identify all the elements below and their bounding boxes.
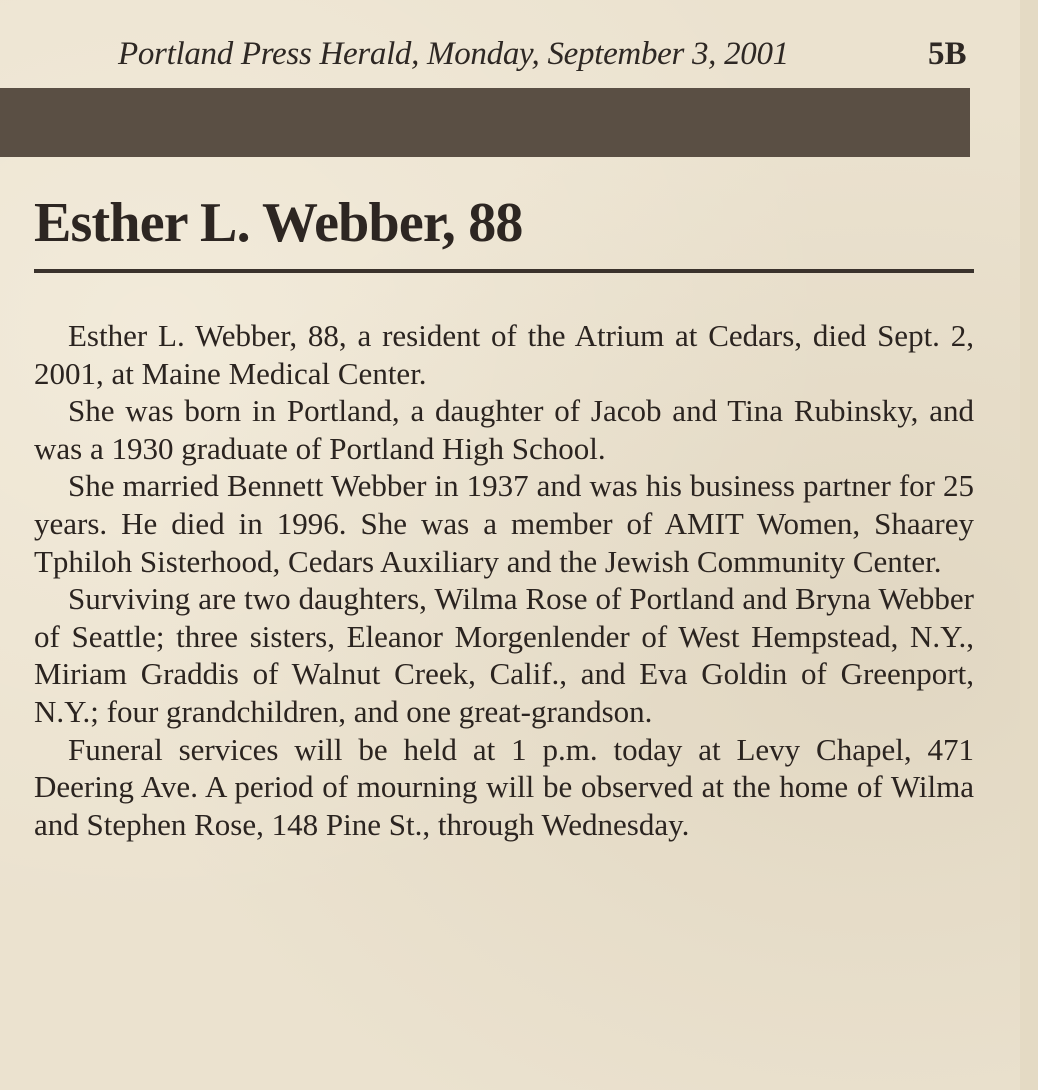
paragraph-death-notice: Esther L. Webber, 88, a resident of the Atrium at Cedars, died Sept. 2, 2001, at Maine Medical Center.	[34, 318, 974, 391]
obituary-headline: Esther L. Webber, 88	[34, 192, 523, 254]
headline-rule	[34, 269, 974, 273]
header-band	[0, 88, 970, 157]
paragraph-birth: She was born in Portland, a daughter of Jacob and Tina Rubinsky, and was a 1930 graduate of Portland High School.	[34, 393, 974, 466]
paragraph-services: Funeral services will be held at 1 p.m. today at Levy Chapel, 471 Deering Ave. A period of mourning will be observed at the home of Wilma and Stephen Rose, 148 Pine St., through Wednesday.	[34, 731, 974, 842]
paragraph-survivors: Surviving are two daughters, Wilma Rose of Portland and Bryna Webber of Seattle; three sisters, Eleanor Morgenlender of West Hempstead, N.Y., Miriam Graddis of Walnut Creek, Calif., and Eva Goldin of Greenport, N.Y.; four grandchildren, and one great-grandson.	[34, 581, 974, 729]
obituary-body	[34, 317, 974, 843]
paragraph-marriage: She married Bennett Webber in 1937 and was his business partner for 25 years. He died in 1996. She was a member of AMIT Women, Shaarey Tphiloh Sisterhood, Cedars Auxiliary and the Jewish Community Center.	[34, 468, 974, 579]
masthead-dateline: Portland Press Herald, Monday, September 3, 2001	[118, 36, 789, 72]
clipping-edge	[1020, 0, 1038, 1090]
page-number: 5B	[928, 36, 967, 72]
